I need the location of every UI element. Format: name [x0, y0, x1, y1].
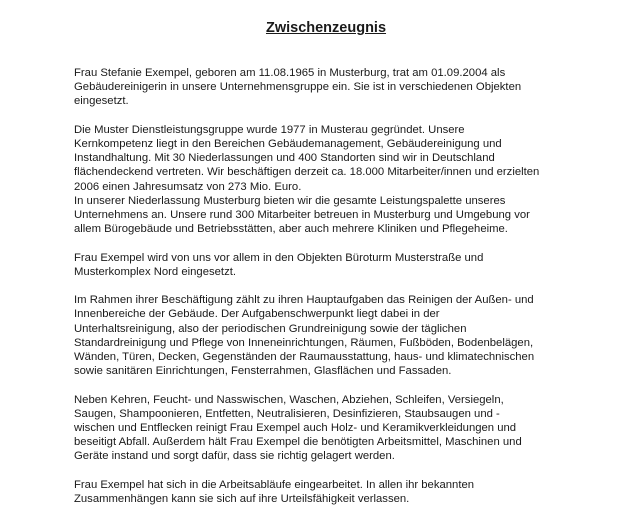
text-line: Die Muster Dienstleistungsgruppe wurde 1977 in Musterau gegründet. Unsere — [74, 123, 465, 136]
text-line: Zusammenhängen kann sie sich auf ihre Urteilsfähigkeit verlassen. — [74, 493, 410, 506]
paragraph-assignment — [74, 251, 594, 279]
text-line: Gebäudereinigerin in unsere Unternehmensgruppe ein. Sie ist in verschiedenen Objekten — [74, 81, 522, 94]
paragraph-main-tasks — [74, 293, 594, 378]
text-line: Unterhaltsreinigung, also der periodischen Grundreinigung sowie der täglichen — [74, 322, 467, 335]
text-line: Unternehmens an. Unsere rund 300 Mitarbeiter betreuen in Musterburg und Umgebung vor — [74, 209, 530, 222]
text-line: Frau Exempel hat sich in die Arbeitsabläufe eingearbeitet. In allen ihr bekannten — [74, 478, 475, 491]
text-line: Innenbereiche der Gebäude. Der Aufgabenschwerpunkt liegt dabei in der — [74, 308, 440, 321]
document-body — [74, 66, 594, 520]
text-line: sowie sanitären Einrichtungen, Fensterrahmen, Glasflächen und Fassaden. — [74, 365, 452, 378]
text-line: Frau Stefanie Exempel, geboren am 11.08.1965 in Musterburg, trat am 01.09.2004 als — [74, 67, 506, 79]
text-line: eingesetzt. — [74, 95, 129, 108]
text-line: wischen und Entflecken reinigt Frau Exempel auch Holz- und Keramikverkleidungen und — [74, 422, 517, 435]
text-line: Kernkompetenz liegt in den Bereichen Gebäudemanagement, Gebäudereinigung und — [74, 138, 502, 150]
text-line: 2006 einen Jahresumsatz von 273 Mio. Euro. — [74, 180, 302, 193]
text-line: Musterkomplex Nord eingesetzt. — [74, 265, 236, 278]
document-title: Zwischenzeugnis — [265, 20, 387, 36]
paragraph-assessment — [74, 478, 594, 506]
text-line: Geräte instand und sorgt dafür, dass sie richtig gelagert werden. — [74, 450, 395, 463]
paragraph-company — [74, 123, 594, 194]
paragraph-branch — [74, 194, 594, 237]
text-line: allem Bürogebäude und Betriebsstätten, aber auch mehrere Kliniken und Pflegeheime. — [74, 223, 508, 236]
text-line: Frau Exempel wird von uns vor allem in den Objekten Büroturm Musterstraße und — [74, 251, 484, 264]
text-line: Saugen, Shampoonieren, Entfetten, Neutralisieren, Desinfizieren, Staubsaugen und - — [74, 407, 500, 420]
text-line: In unserer Niederlassung Musterburg bieten wir die gesamte Leistungspalette unseres — [74, 194, 506, 207]
paragraph-intro — [74, 66, 594, 109]
text-line: flächendeckend vertreten. Wir beschäftigen derzeit ca. 18.000 Mitarbeiter/innen und erzielten — [74, 166, 540, 179]
paragraph-activities — [74, 393, 594, 464]
text-line: Wänden, Türen, Decken, Gegenständen der Raumausstattung, haus- und klimatechnischen — [74, 351, 535, 364]
text-line: Neben Kehren, Feucht- und Nasswischen, Waschen, Abziehen, Schleifen, Versiegeln, — [74, 393, 504, 406]
text-line: Instandhaltung. Mit 30 Niederlassungen und 400 Standorten sind wir in Deutschland — [74, 152, 495, 165]
text-line: beseitigt Abfall. Außerdem hält Frau Exempel die benötigten Arbeitsmittel, Maschinen und — [74, 436, 522, 449]
text-line: Standardreinigung und Pflege von Inneneinrichtungen, Räumen, Fußböden, Bodenbelägen, — [74, 336, 534, 349]
text-line: Im Rahmen ihrer Beschäftigung zählt zu ihren Hauptaufgaben das Reinigen der Außen- und — [74, 294, 534, 307]
